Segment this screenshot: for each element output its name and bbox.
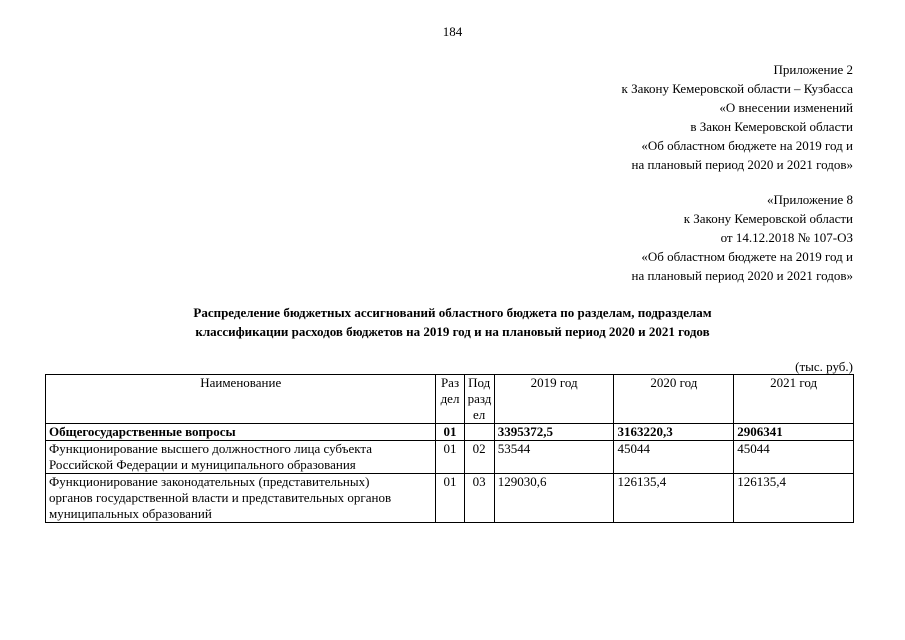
row-name-line: Российской Федерации и муниципального образования xyxy=(49,457,356,472)
appendix-line: «Приложение 8 xyxy=(766,192,853,207)
title-line-1: Распределение бюджетных ассигнований областного бюджета по разделам, подразделам xyxy=(193,305,712,320)
row-razdel: 01 xyxy=(436,424,464,441)
appendix-line: к Закону Кемеровской области – Кузбасса xyxy=(621,81,853,96)
header-razdel-line: Раз xyxy=(440,375,460,390)
row-2020: 126135,4 xyxy=(614,474,734,523)
row-2021: 2906341 xyxy=(734,424,854,441)
header-podrazdel xyxy=(464,375,494,424)
row-name-line: Общегосударственные вопросы xyxy=(49,424,236,439)
title-line-2: классификации расходов бюджетов на 2019 год и на плановый период 2020 и 2021 годов xyxy=(195,324,710,339)
header-2021: 2021 год xyxy=(734,375,854,424)
header-podrazdel-line: Под xyxy=(468,375,491,390)
appendix-2-header xyxy=(622,60,854,174)
appendix-line: от 14.12.2018 № 107-ОЗ xyxy=(720,230,853,245)
row-razdel: 01 xyxy=(436,441,464,474)
table-row xyxy=(46,441,854,474)
header-podrazdel-line: разд xyxy=(467,391,492,406)
table-row xyxy=(46,474,854,523)
header-razdel-line: дел xyxy=(440,391,460,406)
row-2019: 3395372,5 xyxy=(494,424,614,441)
row-name xyxy=(46,474,436,523)
row-podrazdel xyxy=(464,424,494,441)
row-2020: 45044 xyxy=(614,441,734,474)
row-2021: 45044 xyxy=(734,441,854,474)
row-name xyxy=(46,424,436,441)
table-header-row xyxy=(46,375,854,424)
appendix-line: к Закону Кемеровской области xyxy=(683,211,853,226)
header-2020: 2020 год xyxy=(614,375,734,424)
row-razdel: 01 xyxy=(436,474,464,523)
header-razdel xyxy=(436,375,464,424)
appendix-line: «Об областном бюджете на 2019 год и xyxy=(641,249,853,264)
row-2019: 129030,6 xyxy=(494,474,614,523)
row-name-line: муниципальных образований xyxy=(49,506,212,521)
header-2019: 2019 год xyxy=(494,375,614,424)
appendix-line: в Закон Кемеровской области xyxy=(690,119,853,134)
appendix-line: на плановый период 2020 и 2021 годов» xyxy=(631,268,853,283)
appendix-8-header xyxy=(632,190,854,285)
row-2021: 126135,4 xyxy=(734,474,854,523)
row-2019: 53544 xyxy=(494,441,614,474)
appendix-line: на плановый период 2020 и 2021 годов» xyxy=(631,157,853,172)
appendix-line: «Об областном бюджете на 2019 год и xyxy=(641,138,853,153)
header-name: Наименование xyxy=(46,375,436,424)
page-number: 184 xyxy=(442,24,463,39)
row-name xyxy=(46,441,436,474)
row-podrazdel: 02 xyxy=(464,441,494,474)
row-name-line: органов государственной власти и представительных органов xyxy=(49,490,392,505)
row-name-line: Функционирование высшего должностного лица субъекта xyxy=(49,441,372,456)
row-podrazdel: 03 xyxy=(464,474,494,523)
header-podrazdel-line: ел xyxy=(473,407,486,422)
document-title xyxy=(0,303,905,341)
table-row xyxy=(46,424,854,441)
row-name-line: Функционирование законодательных (представительных) xyxy=(49,474,370,489)
appendix-line: Приложение 2 xyxy=(773,62,853,77)
appendix-line: «О внесении изменений xyxy=(719,100,853,115)
units-label: (тыс. руб.) xyxy=(795,359,853,374)
budget-table xyxy=(45,374,854,523)
row-2020: 3163220,3 xyxy=(614,424,734,441)
